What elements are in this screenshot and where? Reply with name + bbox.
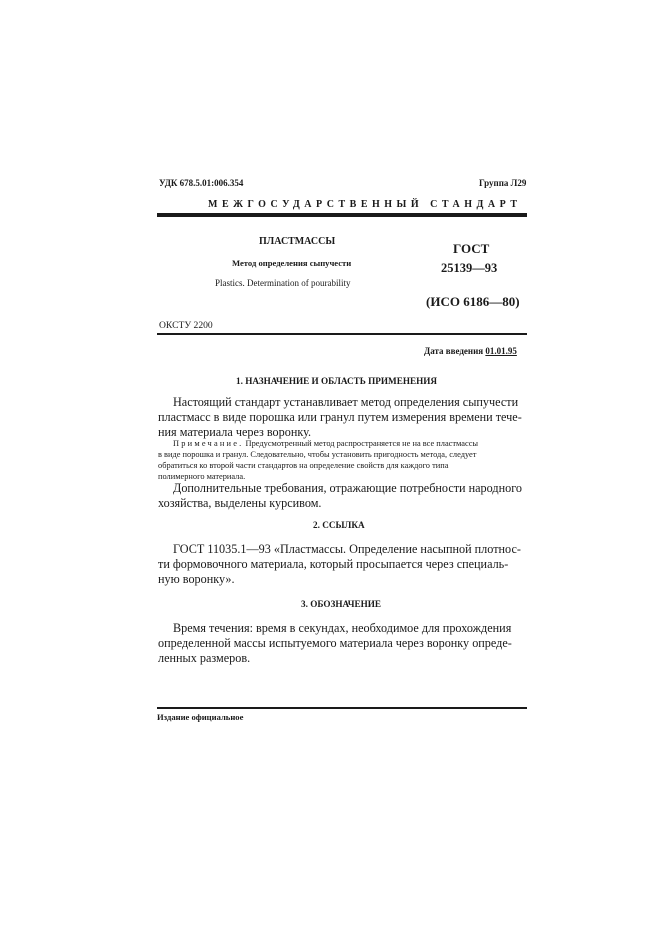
section-1-extra-line: Дополнительные требования, отражающие потребности народного [173, 481, 522, 495]
header-divider [157, 213, 527, 217]
note-line: в виде порошка и гранул. Следовательно, чтобы установить пригодность метода, следует [158, 450, 477, 459]
section-3-heading: 3. ОБОЗНАЧЕНИЕ [301, 599, 382, 609]
introduction-date-value: 01.01.95 [485, 346, 517, 356]
gost-label: ГОСТ [453, 241, 490, 256]
interstate-standard-banner: МЕЖГОСУДАРСТВЕННЫЙ СТАНДАРТ [208, 199, 522, 210]
introduction-date-label: Дата введения [424, 346, 484, 356]
section-2-line: ГОСТ 11035.1—93 «Пластмассы. Определение насыпной плотнос- [173, 542, 521, 556]
section-3-line: Время течения: время в секундах, необходимое для прохождения [173, 621, 512, 635]
note-label: Примечание. [173, 439, 244, 448]
okstu-divider [157, 333, 527, 335]
udk-code: УДК 678.5.01:006.354 [159, 178, 244, 188]
section-1-extra-line: хозяйства, выделены курсивом. [158, 496, 322, 510]
edition-label: Издание официальное [157, 712, 244, 722]
section-1-line: пластмасс в виде порошка или гранул путем измерения времени тече- [158, 410, 522, 424]
document-subtitle-ru: Метод определения сыпучести [232, 258, 352, 268]
section-1-line: Настоящий стандарт устанавливает метод определения сыпучести [173, 395, 519, 409]
section-2-line: ную воронку». [158, 572, 235, 586]
introduction-date [424, 346, 517, 356]
note-line: Предусмотренный метод распространяется не на все пластмассы [245, 439, 479, 448]
section-2-line: ти формовочного материала, который просыпается через специаль- [158, 557, 509, 571]
note-line: полимерного материала. [158, 472, 246, 481]
section-3-line: определенной массы испытуемого материала через воронку опреде- [158, 636, 512, 650]
gost-number: 25139—93 [441, 261, 498, 275]
section-1-line: ния материала через воронку. [158, 425, 312, 439]
note-line: обратиться ко второй части стандартов на определение свойств для каждого типа [158, 461, 449, 470]
okstu-code: ОКСТУ 2200 [159, 320, 213, 331]
note-first-line [173, 438, 478, 449]
document-title-ru: ПЛАСТМАССЫ [259, 236, 336, 247]
section-1-heading: 1. НАЗНАЧЕНИЕ И ОБЛАСТЬ ПРИМЕНЕНИЯ [236, 376, 438, 386]
footer-divider [157, 707, 527, 709]
section-2-heading: 2. ССЫЛКА [313, 520, 365, 530]
iso-reference: (ИСО 6186—80) [426, 294, 520, 309]
document-title-en: Plastics. Determination of pourability [215, 278, 351, 288]
group-code: Группа Л29 [479, 178, 527, 188]
section-3-line: ленных размеров. [158, 651, 251, 665]
